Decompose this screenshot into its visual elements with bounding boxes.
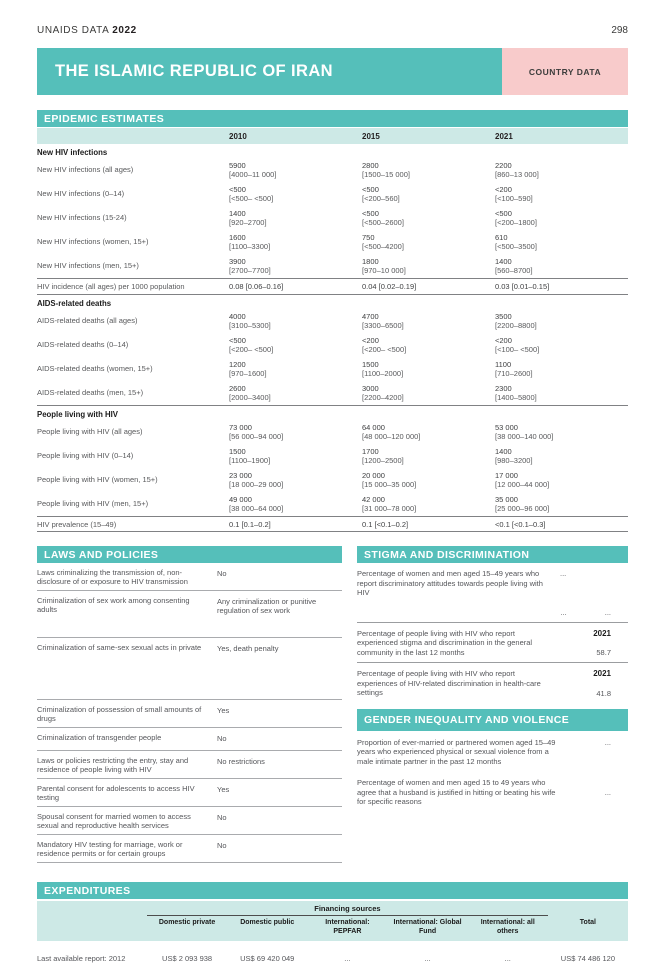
estimate-value: 0.03 [0.01–0.15] <box>495 282 550 291</box>
gender-block-label: Percentage of women and men aged 15 to 49 years who agree that a husband is justified in hitting or beating his wife for specific reasons <box>357 778 556 806</box>
epidemic-group-label: People living with HIV <box>37 405 628 420</box>
estimate-value: 1100 <box>495 359 512 369</box>
estimate-range: [980–3200] <box>495 456 533 465</box>
epidemic-value-cell <box>495 360 628 379</box>
expenditures-value: US$ 69 420 049 <box>240 954 295 963</box>
expenditures-header-spacer <box>37 919 147 936</box>
estimate-range: [3300–6500] <box>362 321 404 330</box>
expenditures-value: ... <box>344 954 351 963</box>
epidemic-value-cell <box>362 257 495 276</box>
stigma-gender-column <box>357 546 628 863</box>
epidemic-value-cell <box>229 384 362 403</box>
epidemic-value-cell <box>229 185 362 204</box>
brand-year: 2022 <box>112 25 137 36</box>
country-title: THE ISLAMIC REPUBLIC OF IRAN <box>55 62 333 80</box>
stigma-block-label: Percentage of women and men aged 15–49 years who report discriminatory attitudes towards people living with HIV <box>357 569 543 597</box>
laws-row-label: Laws or policies restricting the entry, stay and residence of people living with HIV <box>37 756 189 774</box>
epidemic-value-cell <box>229 209 362 228</box>
laws-row-value: No <box>217 569 227 578</box>
estimate-value: 1200 <box>229 359 246 369</box>
laws-row-value: Yes <box>217 785 230 794</box>
epidemic-row-label: New HIV infections (0–14) <box>37 188 125 198</box>
estimate-range: [15 000–35 000] <box>362 480 417 489</box>
estimate-range: [<500–4200] <box>362 242 404 251</box>
estimate-range: [<100– <500] <box>495 345 540 354</box>
gender-blocks <box>357 731 628 812</box>
epidemic-data-row <box>37 333 628 357</box>
estimate-range: [56 000–94 000] <box>229 432 284 441</box>
estimate-value: 53 000 <box>495 422 518 432</box>
estimate-range: [970–10 000] <box>362 266 406 275</box>
estimate-value: 1600 <box>229 232 246 242</box>
epidemic-row-label: People living with HIV (0–14) <box>37 450 134 460</box>
estimate-value: 4000 <box>229 311 246 321</box>
epidemic-data-row <box>37 309 628 333</box>
epidemic-row-label: People living with HIV (all ages) <box>37 426 143 436</box>
estimate-range: [710–2600] <box>495 369 533 378</box>
epidemic-value-cell <box>495 233 628 252</box>
estimate-value: 0.08 [0.06–0.16] <box>229 282 284 291</box>
epidemic-value-cell <box>229 336 362 355</box>
estimate-value: 64 000 <box>362 422 385 432</box>
estimate-range: [1100–3300] <box>229 242 271 251</box>
epidemic-value-cell <box>362 336 495 355</box>
epidemic-value-cell <box>495 185 628 204</box>
epidemic-value-cell <box>229 423 362 442</box>
laws-row-label: Parental consent for adolescents to access HIV testing <box>37 784 195 802</box>
stigma-block-grid <box>357 669 628 698</box>
estimate-value: 2600 <box>229 383 246 393</box>
epidemic-value-cell <box>495 336 628 355</box>
stigma-block <box>357 663 628 703</box>
epidemic-row-label: AIDS-related deaths (women, 15+) <box>37 363 153 373</box>
epidemic-row-label: AIDS-related deaths (all ages) <box>37 315 138 325</box>
estimate-range: [<100–590] <box>495 194 533 203</box>
epidemic-value-cell <box>495 161 628 180</box>
epidemic-single-row <box>37 516 628 532</box>
expenditures-column-header: International: Global Fund <box>393 919 462 935</box>
estimate-range: [3100–5300] <box>229 321 271 330</box>
estimate-value: <200 <box>495 335 512 345</box>
expenditures-data-row <box>37 954 628 963</box>
estimate-value: 3500 <box>495 311 512 321</box>
epidemic-data-row <box>37 468 628 492</box>
estimate-value: 1400 <box>229 208 246 218</box>
estimate-range: [<200–1800] <box>495 218 537 227</box>
estimate-range: [38 000–64 000] <box>229 504 284 513</box>
estimate-value: 0.1 [<0.1–0.2] <box>362 519 409 529</box>
epidemic-value-cell <box>362 423 495 442</box>
stigma-year-label: 2021 <box>593 669 611 678</box>
epidemic-estimates-heading: EPIDEMIC ESTIMATES <box>37 110 628 127</box>
estimate-value: 0.1 [0.1–0.2] <box>229 519 271 529</box>
laws-row-value: Yes <box>217 706 230 715</box>
estimate-range: [1500–15 000] <box>362 170 410 179</box>
estimate-value: 1500 <box>229 446 246 456</box>
stigma-value: 41.8 <box>596 688 611 698</box>
estimate-value: 3000 <box>362 383 379 393</box>
estimate-range: [18 000–29 000] <box>229 480 284 489</box>
epidemic-row-label: People living with HIV (men, 15+) <box>37 498 149 508</box>
country-data-badge: COUNTRY DATA <box>502 48 628 95</box>
estimate-value: 2800 <box>362 160 379 170</box>
epidemic-data-row <box>37 420 628 444</box>
estimate-value: 4700 <box>362 311 379 321</box>
laws-row-label: Laws criminalizing the transmission of, non-disclosure of or exposure to HIV transmission <box>37 568 188 586</box>
epidemic-data-row <box>37 492 628 516</box>
estimate-range: [<500–2600] <box>362 218 404 227</box>
laws-row <box>37 751 342 779</box>
epidemic-value-cell <box>229 312 362 331</box>
estimate-value: 1400 <box>495 256 512 266</box>
epidemic-data-row <box>37 381 628 405</box>
epidemic-row-label: AIDS-related deaths (men, 15+) <box>37 387 144 397</box>
estimate-range: [560–8700] <box>495 266 533 275</box>
epidemic-value-cell <box>362 185 495 204</box>
epidemic-value-cell <box>495 447 628 466</box>
stigma-value-column <box>556 669 628 698</box>
estimate-range: [860–13 000] <box>495 170 539 179</box>
laws-row-label: Mandatory HIV testing for marriage, work or residence permits or for certain groups <box>37 840 183 858</box>
laws-row-value: No restrictions <box>217 757 265 766</box>
estimate-value: <500 <box>229 335 246 345</box>
expenditures-value: US$ 74 486 120 <box>560 954 616 963</box>
laws-row <box>37 563 342 591</box>
laws-row-label: Criminalization of possession of small amounts of drugs <box>37 705 202 723</box>
estimate-range: [2700–7700] <box>229 266 271 275</box>
estimate-range: [2200–4200] <box>362 393 404 402</box>
estimate-value: <200 <box>362 335 379 345</box>
laws-row-value: No <box>217 734 227 743</box>
estimate-range: [1100–1900] <box>229 456 271 465</box>
gender-block <box>357 771 628 812</box>
epidemic-estimates-table <box>37 144 628 532</box>
estimate-value: 17 000 <box>495 470 518 480</box>
stigma-heading: STIGMA AND DISCRIMINATION <box>357 546 628 563</box>
estimate-value: 35 000 <box>495 494 518 504</box>
estimate-range: [31 000–78 000] <box>362 504 417 513</box>
page-header <box>37 0 628 36</box>
stigma-subvalues-row <box>357 608 628 617</box>
epidemic-value-cell <box>495 384 628 403</box>
expenditures-value: US$ 2 093 938 <box>162 954 213 963</box>
estimate-range: [1200–2500] <box>362 456 404 465</box>
epidemic-year-header <box>37 128 628 144</box>
estimate-value: <0.1 [<0.1–0.3] <box>495 519 546 529</box>
laws-row <box>37 835 342 863</box>
epidemic-value-cell <box>495 257 628 276</box>
country-title-bar <box>37 48 628 95</box>
epidemic-value-cell <box>229 471 362 490</box>
estimate-range: [25 000–96 000] <box>495 504 550 513</box>
epidemic-data-row <box>37 357 628 381</box>
laws-row-value: No <box>217 841 227 850</box>
expenditures-value: ... <box>504 954 511 963</box>
stigma-value-column <box>556 629 628 658</box>
gender-value: ... <box>604 787 611 797</box>
stigma-block <box>357 623 628 664</box>
epidemic-group-label: New HIV infections <box>37 148 108 157</box>
stigma-year-label: 2021 <box>593 628 611 638</box>
financing-spacer <box>37 904 147 916</box>
expenditures-column-header: International: PEPFAR <box>325 919 370 935</box>
year-column-2015: 2015 <box>362 131 380 141</box>
epidemic-value-cell <box>229 495 362 514</box>
estimate-value: 1700 <box>362 446 379 456</box>
estimate-range: [38 000–140 000] <box>495 432 554 441</box>
epidemic-value-cell <box>362 495 495 514</box>
epidemic-value-cell <box>495 312 628 331</box>
laws-row-label: Criminalization of transgender people <box>37 733 162 742</box>
estimate-value: 2300 <box>495 383 512 393</box>
laws-row <box>37 728 342 751</box>
estimate-value: 23 000 <box>229 470 252 480</box>
gender-block-label: Proportion of ever-married or partnered women aged 15–49 years who experienced physical or sexual violence from a male intimate partner in the past 12 months <box>357 737 556 766</box>
two-column-section <box>37 546 628 863</box>
epidemic-row-label: New HIV infections (15-24) <box>37 212 127 222</box>
laws-row <box>37 638 342 700</box>
estimate-value: <500 <box>362 184 379 194</box>
gender-heading: GENDER INEQUALITY AND VIOLENCE <box>357 709 628 731</box>
epidemic-value-cell <box>362 471 495 490</box>
estimate-range: [2200–8800] <box>495 321 537 330</box>
stigma-value-column <box>556 569 628 598</box>
epidemic-value-cell <box>229 233 362 252</box>
epidemic-value-cell <box>362 233 495 252</box>
estimate-value: 0.04 [0.02–0.19] <box>362 282 417 291</box>
estimate-value: 5900 <box>229 160 246 170</box>
estimate-range: [<200–560] <box>362 194 400 203</box>
page-number: 298 <box>611 25 628 36</box>
estimate-range: [1400–5800] <box>495 393 537 402</box>
epidemic-value-cell <box>362 209 495 228</box>
laws-column <box>37 546 342 863</box>
financing-sources-label: Financing sources <box>147 904 548 916</box>
estimate-range: [<500–3500] <box>495 242 537 251</box>
stigma-block-grid <box>357 629 628 658</box>
report-brand <box>37 25 137 36</box>
estimate-value: 750 <box>362 232 375 242</box>
estimate-value: 73 000 <box>229 422 252 432</box>
epidemic-data-row <box>37 206 628 230</box>
expenditures-row-label: Last available report: 2012 <box>37 954 126 963</box>
stigma-blocks <box>357 563 628 703</box>
stigma-block-grid <box>357 569 628 598</box>
laws-row-value: No <box>217 813 227 822</box>
epidemic-value-cell <box>229 447 362 466</box>
epidemic-value-cell <box>229 161 362 180</box>
financing-sources-row <box>37 904 628 916</box>
gender-value: ... <box>604 737 611 747</box>
estimate-value: 49 000 <box>229 494 252 504</box>
stigma-block-label: Percentage of people living with HIV who report experienced stigma and discrimination in the general community in the last 12 months <box>357 628 533 657</box>
epidemic-value-cell <box>495 471 628 490</box>
estimate-value: 1400 <box>495 446 512 456</box>
estimate-value: 610 <box>495 232 508 242</box>
stigma-subvalue: ... <box>560 607 567 617</box>
epidemic-data-row <box>37 158 628 182</box>
brand-text: UNAIDS DATA <box>37 25 109 36</box>
stigma-subvalue: ... <box>604 607 611 617</box>
epidemic-value-cell <box>495 423 628 442</box>
estimate-value: 42 000 <box>362 494 385 504</box>
epidemic-row-label: People living with HIV (women, 15+) <box>37 474 158 484</box>
epidemic-value-cell <box>362 161 495 180</box>
laws-row-value: Any criminalization or punitive regulation of sex work <box>217 597 317 615</box>
laws-row-label: Criminalization of sex work among consenting adults <box>37 596 190 614</box>
epidemic-group-label: AIDS-related deaths <box>37 294 628 309</box>
estimate-range: [<500– <500] <box>229 194 274 203</box>
epidemic-data-row <box>37 182 628 206</box>
epidemic-data-row <box>37 254 628 278</box>
epidemic-value-cell <box>495 209 628 228</box>
estimate-value: <500 <box>362 208 379 218</box>
estimate-range: [48 000–120 000] <box>362 432 421 441</box>
estimate-value: <500 <box>495 208 512 218</box>
epidemic-value-cell <box>362 384 495 403</box>
epidemic-row-label: New HIV infections (women, 15+) <box>37 236 149 246</box>
laws-row-label: Criminalization of same-sex sexual acts in private <box>37 643 202 652</box>
epidemic-row-label: HIV prevalence (15–49) <box>37 519 117 529</box>
expenditures-header-band <box>37 901 628 941</box>
epidemic-single-row <box>37 278 628 294</box>
expenditures-column-header: Domestic private <box>158 919 216 926</box>
epidemic-value-cell <box>362 447 495 466</box>
stigma-block-label: Percentage of people living with HIV who report experiences of HIV-related discrimination in health-care settings <box>357 669 541 697</box>
expenditures-heading: EXPENDITURES <box>37 882 628 899</box>
estimate-value: 2200 <box>495 160 512 170</box>
year-column-2010: 2010 <box>229 131 247 141</box>
epidemic-data-row <box>37 444 628 468</box>
expenditures-column-header: International: all others <box>480 919 535 935</box>
expenditures-column-headers <box>37 919 628 936</box>
estimate-range: [1100–2000] <box>362 369 404 378</box>
stigma-block <box>357 563 628 623</box>
laws-row <box>37 700 342 728</box>
estimate-range: [<200– <500] <box>362 345 407 354</box>
expenditures-column-header: Total <box>579 919 596 926</box>
estimate-range: [970–1600] <box>229 369 267 378</box>
laws-table <box>37 563 342 863</box>
epidemic-data-row <box>37 230 628 254</box>
estimate-range: [4000–11 000] <box>229 170 277 179</box>
estimate-value: 20 000 <box>362 470 385 480</box>
estimate-range: [12 000–44 000] <box>495 480 550 489</box>
stigma-value: ... <box>560 569 567 578</box>
epidemic-value-cell <box>362 312 495 331</box>
epidemic-row-label: AIDS-related deaths (0–14) <box>37 339 129 349</box>
estimate-value: 1800 <box>362 256 379 266</box>
estimate-value: <200 <box>495 184 512 194</box>
epidemic-row-label: HIV incidence (all ages) per 1000 population <box>37 282 185 291</box>
expenditures-value: ... <box>424 954 431 963</box>
year-column-2021: 2021 <box>495 131 513 141</box>
estimate-range: [2000–3400] <box>229 393 271 402</box>
laws-row-value: Yes, death penalty <box>217 644 279 653</box>
epidemic-value-cell <box>495 495 628 514</box>
epidemic-value-cell <box>229 257 362 276</box>
stigma-value: 58.7 <box>596 648 611 657</box>
laws-heading: LAWS AND POLICIES <box>37 546 342 563</box>
epidemic-value-cell <box>362 360 495 379</box>
estimate-value: 1500 <box>362 359 379 369</box>
laws-row <box>37 807 342 835</box>
estimate-range: [920–2700] <box>229 218 267 227</box>
expenditures-column-header: Domestic public <box>240 919 295 926</box>
epidemic-row-label: New HIV infections (all ages) <box>37 164 134 174</box>
epidemic-row-label: New HIV infections (men, 15+) <box>37 260 139 270</box>
laws-row <box>37 591 342 638</box>
gender-block <box>357 731 628 772</box>
laws-row-label: Spousal consent for married women to access sexual and reproductive health services <box>37 812 191 830</box>
epidemic-value-cell <box>229 360 362 379</box>
estimate-range: [<200– <500] <box>229 345 274 354</box>
estimate-value: <500 <box>229 184 246 194</box>
laws-row <box>37 779 342 807</box>
estimate-value: 3900 <box>229 256 246 266</box>
